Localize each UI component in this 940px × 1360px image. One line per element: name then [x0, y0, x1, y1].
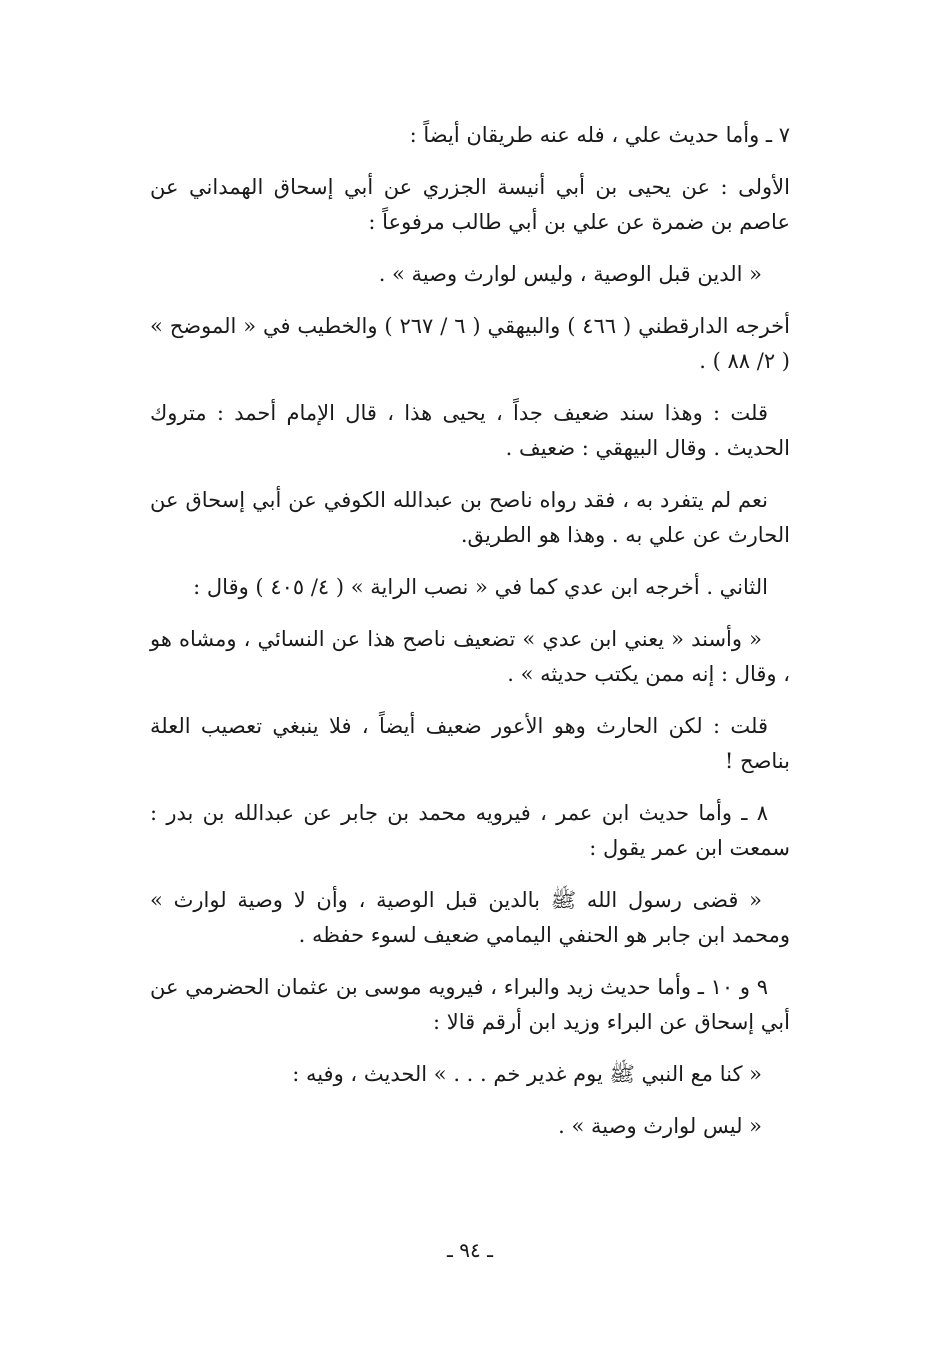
hadith-9-10-intro: ٩ و ١٠ ـ وأما حديث زيد والبراء ، فيرويه موسى بن عثمان الحضرمي عن أبي إسحاق عن البراء وزيد ابن أرقم قالا :: [150, 975, 790, 1034]
comment-weak-chain: قلت : وهذا سند ضعيف جداً ، يحيى هذا ، قال الإمام أحمد : متروك الحديث . وقال البيهقي : ضعيف .: [150, 401, 790, 460]
quote-ibn-umar: « قضى رسول الله ﷺ بالدين قبل الوصية ، وأن لا وصية لوارث » ومحمد ابن جابر هو الحنفي اليمامي ضعيف لسوء حفظه .: [150, 888, 790, 947]
comment-not-alone: نعم لم يتفرد به ، فقد رواه ناصح بن عبدالله الكوفي عن أبي إسحاق عن الحارث عن علي به . وهذا هو الطريق.: [150, 488, 790, 547]
page-number: ـ ٩٤ ـ: [447, 1238, 493, 1262]
first-route-paragraph: الأولى : عن يحيى بن أبي أنيسة الجزري عن أبي إسحاق الهمداني عن عاصم بن ضمرة عن علي بن أبي طالب مرفوعاً :: [150, 175, 790, 234]
hadith-7-intro: ٧ ـ وأما حديث علي ، فله عنه طريقان أيضاً :: [409, 123, 790, 147]
page-body: [150, 118, 790, 1161]
quote-debt-before-bequest: « الدين قبل الوصية ، وليس لوارث وصية » .: [378, 262, 762, 286]
takhrij-paragraph: أخرجه الدارقطني ( ٤٦٦ ) والبيهقي ( ٦ / ٢٦٧ ) والخطيب في « الموضح » ( ٢/ ٨٨ ) .: [150, 314, 790, 373]
quote-no-bequest: « ليس لوارث وصية » .: [558, 1114, 762, 1138]
hadith-8-intro: ٨ ـ وأما حديث ابن عمر ، فيرويه محمد بن جابر عن عبدالله بن بدر : سمعت ابن عمر يقول :: [150, 801, 790, 860]
comment-harith: قلت : لكن الحارث وهو الأعور ضعيف أيضاً ، فلا ينبغي تعصيب العلة بناصح !: [150, 714, 790, 773]
quote-ibn-adi: « وأسند « يعني ابن عدي » تضعيف ناصح هذا عن النسائي ، ومشاه هو ، وقال : إنه ممن يكتب حديثه » .: [150, 627, 790, 686]
second-route-paragraph: الثاني . أخرجه ابن عدي كما في « نصب الراية » ( ٤/ ٤٠٥ ) وقال :: [193, 575, 768, 599]
quote-ghadir: « كنا مع النبي ﷺ يوم غدير خم . . . » الحديث ، وفيه :: [292, 1062, 762, 1086]
